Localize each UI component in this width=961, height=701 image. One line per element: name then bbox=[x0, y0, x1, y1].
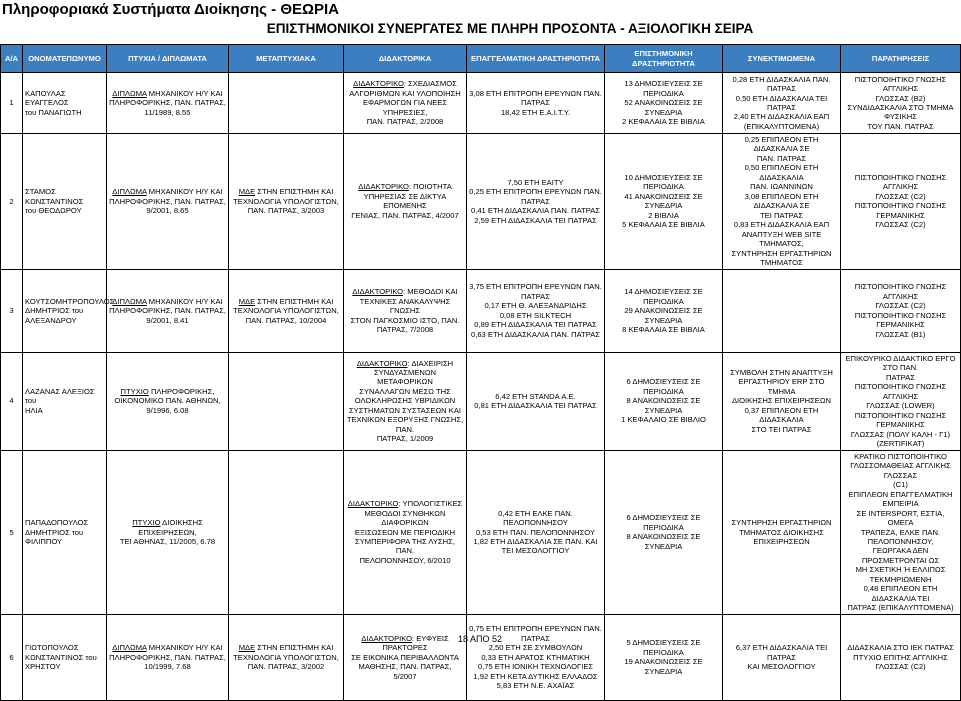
column-header-scientific: ΕΠΙΣΤΗΜΟΝΙΚΗ ΔΡΑΣΤΗΡΙΟΤΗΤΑ bbox=[605, 45, 723, 73]
row-number: 5 bbox=[1, 450, 23, 614]
considered-cell: ΣΥΜΒΟΛΗ ΣΤΗΝ ΑΝΑΠΤΥΞΗ ΕΡΓΑΣΤΗΡΙΟΥ ERP ΣΤΟ ΤΜΗΜΑ ΔΙΟΙΚΗΣΗΣ ΕΠΙΧΕΙΡΗΣΕΩΝ 0,37 ΕΠΙΠΛΕΟΝ ΕΤΗ ΔΙΔΑΣΚΑΛΙΑ ΣΤΟ ΤΕΙ ΠΑΤΡΑΣ bbox=[723, 352, 841, 450]
phd-type: ΔΙΔΑΚΤΟΡΙΚΟ bbox=[358, 182, 409, 192]
master-cell bbox=[229, 614, 344, 700]
phd-cell bbox=[344, 352, 467, 450]
row-number: 1 bbox=[1, 73, 23, 134]
column-header-phd: ΔΙΔΑΚΤΟΡΙΚΑ bbox=[344, 45, 467, 73]
candidate-name: ΚΑΠΟΥΛΑΣ ΕΥΑΓΓΕΛΟΣ του ΠΑΝΑΓΙΩΤΗ bbox=[23, 73, 107, 134]
scientific-cell: 6 ΔΗΜΟΣΙΕΥΣΕΙΣ ΣΕ ΠΕΡΙΟΔΙΚΑ 8 ΑΝΑΚΟΙΝΩΣΕΙΣ ΣΕ ΣΥΝΕΔΡΙΑ 1 ΚΕΦΑΛΑΙΟ ΣΕ ΒΙΒΛΙΟ bbox=[605, 352, 723, 450]
degree-type: ΔΙΠΛΩΜΑ bbox=[112, 88, 147, 98]
column-header-professional: ΕΠΑΓΓΕΛΜΑΤΙΚΗ ΔΡΑΣΤΗΡΙΟΤΗΤΑ bbox=[467, 45, 605, 73]
master-cell bbox=[229, 73, 344, 134]
degree-type: ΔΙΠΛΩΜΑ bbox=[112, 643, 147, 653]
candidate-name: ΣΤΑΜΟΣ ΚΩΝΣΤΑΝΤΙΝΟΣ του ΘΕΟΔΩΡΟΥ bbox=[23, 134, 107, 270]
degree-text: ΜΗΧΑΝΙΚΟΥ Η/Υ ΚΑΙ ΠΛΗΡΟΦΟΡΙΚΗΣ, ΠΑΝ. ΠΑΤΡΑΣ, 9/2001, 8.65 bbox=[109, 187, 226, 216]
master-cell bbox=[229, 450, 344, 614]
phd-type: ΔΙΔΑΚΤΟΡΙΚΟ bbox=[361, 633, 413, 643]
candidates-table bbox=[0, 44, 961, 701]
scientific-cell: 14 ΔΗΜΟΣΙΕΥΣΕΙΣ ΣΕ ΠΕΡΙΟΔΙΚΑ 29 ΑΝΑΚΟΙΝΩΣΕΙΣ ΣΕ ΣΥΝΕΔΡΙΑ 8 ΚΕΦΑΛΑΙΑ ΣΕ ΒΙΒΛΙΑ bbox=[605, 269, 723, 352]
considered-cell: 0,25 ΕΠΙΠΛΕΟΝ ΕΤΗ ΔΙΔΑΣΚΑΛΙΑ ΣΕ ΠΑΝ. ΠΑΤΡΑΣ 0,50 ΕΠΙΠΛΕΟΝ ΕΤΗ ΔΙΔΑΣΚΑΛΙΑ ΠΑΝ. ΙΩΑΝΝΙΝΩΝ 3,08 ΕΠΙΠΛΕΟΝ ΕΤΗ ΔΙΔΑΣΚΑΛΙΑ ΣΕ ΤΕΙ ΠΑΤΡΑΣ 0,83 ΕΤΗ ΔΙΔΑΣΚΑΛΙΑ ΕΑΠ ΑΝΑΠΤΥΞΗ WEB SITE ΤΜΗΜΑΤΟΣ, ΣΥΝΤΗΡΗΣΗ ΕΡΓΑΣΤΗΡΙΩΝ ΤΜΗΜΑΤΟΣ bbox=[723, 134, 841, 270]
column-header-aa: Α/Α bbox=[1, 45, 23, 73]
degree-cell bbox=[107, 614, 229, 700]
phd-text: : ΔΙΑΧΕΙΡΙΣΗ ΣΥΝΔΥΑΣΜΕΝΩΝ ΜΕΤΑΦΟΡΙΚΩΝ ΣΥΝΑΛΛΑΓΩΝ ΜΕΣΩ ΤΗΣ ΟΛΟΚΛΗΡΩΣΗΣ ΥΒΡΙΔΙΚΩΝ ΣΥΣΤΗΜΑΤΩΝ ΣΥΣΤΑΣΕΩΝ ΚΑΙ ΤΕΧΝΙΚΩΝ ΕΞΟΡΥΞΗΣ ΓΝΩΣΗΣ, ΠΑΝ. ΠΑΤΡΑΣ, 1/2009 bbox=[346, 358, 464, 444]
phd-text: : ΠΟΙΟΤΗΤΑ ΥΠΗΡΕΣΙΑΣ ΣΕ ΔΙΚΤΥΑ ΕΠΟΜΕΝΗΣ ΓΕΝΙΑΣ, ΠΑΝ. ΠΑΤΡΑΣ, 4/2007 bbox=[351, 182, 459, 220]
degree-text: ΜΗΧΑΝΙΚΟΥ Η/Υ ΚΑΙ ΠΛΗΡΟΦΟΡΙΚΗΣ, ΠΑΝ. ΠΑΤΡΑΣ, 11/1989, 8.55 bbox=[109, 88, 226, 117]
phd-type: ΔΙΔΑΚΤΟΡΙΚΟ bbox=[356, 358, 408, 368]
notes-cell: ΕΠΙΚΟΥΡΙΚΟ ΔΙΔΑΚΤΙΚΟ ΕΡΓΟ ΣΤΟ ΠΑΝ. ΠΑΤΡΑΣ ΠΙΣΤΟΠΟΙΗΤΙΚΟ ΓΝΩΣΗΣ ΑΓΓΛΙΚΗΣ ΓΛΩΣΣΑΣ (LOWER) ΠΙΣΤΟΠΟΙΗΤΙΚΟ ΓΝΩΣΗΣ ΓΕΡΜΑΝΙΚΗΣ ΓΛΩΣΣΑΣ (ΠΟΛΥ ΚΑΛΗ - Γ1) (ZERTIFIKAT) bbox=[841, 352, 961, 450]
degree-type: ΔΙΠΛΩΜΑ bbox=[112, 296, 147, 306]
phd-cell bbox=[344, 73, 467, 134]
phd-cell bbox=[344, 269, 467, 352]
table-row bbox=[1, 450, 961, 614]
scientific-cell: 10 ΔΗΜΟΣΙΕΥΣΕΙΣ ΣΕ ΠΕΡΙΟΔΙΚΑ 41 ΑΝΑΚΟΙΝΩΣΕΙΣ ΣΕ ΣΥΝΕΔΡΙΑ 2 ΒΙΒΛΙΑ 5 ΚΕΦΑΛΑΙΑ ΣΕ ΒΙΒΛΙΑ bbox=[605, 134, 723, 270]
phd-cell bbox=[344, 614, 467, 700]
column-header-considered: ΣΥΝΕΚΤΙΜΩΜΕΝΑ bbox=[723, 45, 841, 73]
degree-cell bbox=[107, 269, 229, 352]
notes-cell: ΠΙΣΤΟΠΟΙΗΤΙΚΟ ΓΝΩΣΗΣ ΑΓΓΛΙΚΗΣ ΓΛΩΣΣΑΣ (C2) ΠΙΣΤΟΠΟΙΗΤΙΚΟ ΓΝΩΣΗΣ ΓΕΡΜΑΝΙΚΗΣ ΓΛΩΣΣΑΣ (C2) bbox=[841, 134, 961, 270]
candidate-name: ΚΟΥΤΣΟΜΗΤΡΟΠΟΥΛΟΣ ΔΗΜΗΤΡΙΟΣ του ΑΛΕΞΑΝΔΡΟΥ bbox=[23, 269, 107, 352]
degree-text: ΜΗΧΑΝΙΚΟΥ Η/Υ ΚΑΙ ΠΛΗΡΟΦΟΡΙΚΗΣ, ΠΑΝ. ΠΑΤΡΑΣ, 10/1999, 7.68 bbox=[109, 643, 226, 672]
column-header-masters: ΜΕΤΑΠΤΥΧΙΑΚΑ bbox=[229, 45, 344, 73]
considered-cell bbox=[723, 269, 841, 352]
master-type: ΜΔΕ bbox=[238, 296, 256, 306]
degree-cell bbox=[107, 134, 229, 270]
master-text: ΣΤΗΝ ΕΠΙΣΤΗΜΗ ΚΑΙ ΤΕΧΝΟΛΟΓΙΑ ΥΠΟΛΟΓΙΣΤΩΝ, ΠΑΝ. ΠΑΤΡΑΣ, 3/2003 bbox=[233, 187, 339, 216]
candidate-name: ΛΑΖΑΝΑΣ ΑΛΕΞΙΟΣ του ΗΛΙΑ bbox=[23, 352, 107, 450]
phd-type: ΔΙΔΑΚΤΟΡΙΚΟ bbox=[352, 287, 404, 297]
phd-text: : ΥΠΟΛΟΓΙΣΤΙΚΕΣ ΜΕΘΟΔΟΙ ΣΥΝΘΗΚΩΝ ΔΙΑΦΟΡΙΚΩΝ ΕΞΙΣΩΣΕΩΝ ΜΕ ΠΕΡΙΟΔΙΚΗ ΣΥΜΠΕΡΙΦΟΡΑ ΤΗΣ ΛΥΣΗΣ, ΠΑΝ. ΠΕΛΟΠΟΝΝΗΣΟΥ, 6/2010 bbox=[354, 499, 463, 565]
column-header-degrees: ΠΤΥΧΙΑ / ΔΙΠΛΩΜΑΤΑ bbox=[107, 45, 229, 73]
professional-cell: 6,42 ΕΤΗ STANDA Α.Ε. 0,81 ΕΤΗ ΔΙΔΑΣΚΑΛΙΑ ΤΕΙ ΠΑΤΡΑΣ bbox=[467, 352, 605, 450]
degree-cell bbox=[107, 450, 229, 614]
degree-text: ΜΗΧΑΝΙΚΟΥ Η/Υ ΚΑΙ ΠΛΗΡΟΦΟΡΙΚΗΣ, ΠΑΝ. ΠΑΤΡΑΣ, 9/2001, 8.41 bbox=[109, 296, 226, 325]
row-number: 4 bbox=[1, 352, 23, 450]
phd-cell bbox=[344, 450, 467, 614]
considered-cell: 6,37 ΕΤΗ ΔΙΔΑΣΚΑΛΙΑ ΤΕΙ ΠΑΤΡΑΣ ΚΑΙ ΜΕΣΟΛΟΓΓΙΟΥ bbox=[723, 614, 841, 700]
notes-cell: ΠΙΣΤΟΠΟΙΗΤΙΚΟ ΓΝΩΣΗΣ ΑΓΓΛΙΚΗΣ ΓΛΩΣΣΑΣ (Β2) ΣΥΝΔΙΔΑΣΚΑΛΙΑ ΣΤΟ ΤΜΗΜΑ ΦΥΣΙΚΗΣ ΤΟΥ ΠΑΝ. ΠΑΤΡΑΣ bbox=[841, 73, 961, 134]
professional-cell: 3,08 ΕΤΗ ΕΠΙΤΡΟΠΗ ΕΡΕΥΝΩΝ ΠΑΝ. ΠΑΤΡΑΣ 18,42 ΕΤΗ Ε.Α.Ι.Τ.Υ. bbox=[467, 73, 605, 134]
page-number: 18 ΑΠΟ 52 bbox=[457, 634, 503, 644]
master-type: ΜΔΕ bbox=[238, 187, 256, 197]
professional-cell: 0,42 ΕΤΗ ΕΛΚΕ ΠΑΝ. ΠΕΛΟΠΟΝΝΗΣΟΥ 0,53 ΕΤΗ ΠΑΝ. ΠΕΛΟΠΟΝΝΗΣΟΥ 1,82 ΕΤΗ ΔΙΔΑΣΚΑΛΙΑ ΣΕ ΠΑΝ. ΚΑΙ ΤΕΙ ΜΕΣΟΛΟΓΓΙΟΥ bbox=[467, 450, 605, 614]
candidate-name: ΓΙΩΤΟΠΟΥΛΟΣ ΚΩΝΣΤΑΝΤΙΝΟΣ του ΧΡΗΣΤΟΥ bbox=[23, 614, 107, 700]
column-header-name: ΟΝΟΜΑΤΕΠΩΝΥΜΟ bbox=[23, 45, 107, 73]
master-type: ΜΔΕ bbox=[238, 643, 256, 653]
considered-cell: 0,28 ΕΤΗ ΔΙΔΑΣΚΑΛΙΑ ΠΑΝ. ΠΑΤΡΑΣ 0,50 ΕΤΗ ΔΙΔΑΣΚΑΛΙΑ ΤΕΙ ΠΑΤΡΑΣ 2,40 ΕΤΗ ΔΙΔΑΣΚΑΛΙΑ ΕΑΠ (ΕΠΙΚΑΛΥΠΤΟΜΕΝΑ) bbox=[723, 73, 841, 134]
scientific-cell: 6 ΔΗΜΟΣΙΕΥΣΕΙΣ ΣΕ ΠΕΡΙΟΔΙΚΑ 8 ΑΝΑΚΟΙΝΩΣΕΙΣ ΣΕ ΣΥΝΕΔΡΙΑ bbox=[605, 450, 723, 614]
degree-type: ΠΤΥΧΙΟ bbox=[120, 386, 149, 396]
phd-text: : ΣΧΕΔΙΑΣΜΟΣ ΑΛΓΟΡΙΘΜΩΝ ΚΑΙ ΥΛΟΠΟΙΗΣΗ ΕΦΑΡΜΟΓΩΝ ΓΙΑ ΝΕΕΣ ΥΠΗΡΕΣΙΕΣ, ΠΑΝ. ΠΑΤΡΑΣ, 2/2008 bbox=[349, 79, 461, 127]
table-row bbox=[1, 352, 961, 450]
degree-cell bbox=[107, 73, 229, 134]
degree-cell bbox=[107, 352, 229, 450]
scientific-cell: 5 ΔΗΜΟΣΙΕΥΣΕΙΣ ΣΕ ΠΕΡΙΟΔΙΚΑ 19 ΑΝΑΚΟΙΝΩΣΕΙΣ ΣΕ ΣΥΝΕΔΡΙΑ bbox=[605, 614, 723, 700]
phd-type: ΔΙΔΑΚΤΟΡΙΚΟ bbox=[347, 499, 399, 509]
candidate-name: ΠΑΠΑΔΟΠΟΥΛΟΣ ΔΗΜΗΤΡΙΟΣ του ΦΙΛΙΠΠΟΥ bbox=[23, 450, 107, 614]
degree-type: ΠΤΥΧΙΟ bbox=[132, 518, 161, 528]
app-title: Πληροφοριακά Συστήματα Διοίκησης - ΘΕΩΡΙΑ bbox=[2, 1, 340, 18]
candidates-table-wrapper bbox=[0, 44, 960, 701]
professional-cell: 0,75 ΕΤΗ ΕΠΙΤΡΟΠΗ ΕΡΕΥΝΩΝ ΠΑΝ. ΠΑΤΡΑΣ 2,50 ΕΤΗ ΣΕ ΣΥΜΒΟΥΛΩΝ 0,33 ΕΤΗ ΑΡΑΤΟΣ ΚΤΗΜΑΤΙΚΗ 0,75 ΕΤΗ ΙΟΝΙΚΗ ΤΕΧΝΟΛΟΓΙΕΣ 1,92 ΕΤΗ ΚΕΤΑ ΔΥΤΙΚΗΣ ΕΛΛΑΔΟΣ 5,83 ΕΤΗ Ν.Ε. ΑΧΑΪΑΣ bbox=[467, 614, 605, 700]
notes-cell: ΚΡΑΤΙΚΟ ΠΙΣΤΟΠΟΙΗΤΙΚΟ ΓΛΩΣΣΟΜΑΘΕΙΑΣ ΑΓΓΛΙΚΗΣ ΓΛΩΣΣΑΣ (C1) ΕΠΙΠΛΕΟΝ ΕΠΑΓΓΕΛΜΑΤΙΚΗ ΕΜΠΕΙΡΙΑ ΣΕ INTERSPORT, ΕΣΤΙΑ, ΟΜΕΓΑ ΤΡΑΠΕΖΑ, ΕΛΚΕ ΠΑΝ. ΠΕΛΟΠΟΝΝΗΣΟΥ, ΓΕΩΡΓΑΚΑ ΔΕΝ ΠΡΟΣΜΕΤΡΟΝΤΑΙ ΩΣ ΜΗ ΣΧΕΤΙΚΗ Ή ΕΛΛΙΠΩΣ ΤΕΚΜΗΡΙΩΜΕΝΗ 0,48 ΕΠΙΠΛΕΟΝ ΕΤΗ ΔΙΔΑΣΚΑΛΙΑ ΤΕΙ ΠΑΤΡΑΣ (ΕΠΙΚΑΛΥΠΤΟΜΕΝΑ) bbox=[841, 450, 961, 614]
title-bar bbox=[0, 0, 960, 20]
professional-cell: 7,50 ΕΤΗ ΕΑΙΤΥ 0,25 ΕΤΗ ΕΠΙΤΡΟΠΗ ΕΡΕΥΝΩΝ ΠΑΝ. ΠΑΤΡΑΣ 0,41 ΕΤΗ ΔΙΔΑΣΚΑΛΙΑ ΠΑΝ. ΠΑΤΡΑΣ 2,59 ΕΤΗ ΔΙΔΑΣΚΑΛΙΑ ΤΕΙ ΠΑΤΡΑΣ bbox=[467, 134, 605, 270]
master-cell bbox=[229, 134, 344, 270]
degree-text: ΠΛΗΡΟΦΟΡΙΚΗΣ, ΟΙΚΟΝΟΜΙΚΟ ΠΑΝ. ΑΘΗΝΩΝ, 9/1996, 6.08 bbox=[114, 386, 221, 415]
phd-text: : ΜΕΘΟΔΟΙ ΚΑΙ ΤΕΧΝΙΚΕΣ ΑΝΑΚΑΛΥΨΗΣ ΓΝΩΣΗΣ ΣΤΟΝ ΠΑΓΚΟΣΜΙΟ ΙΣΤΟ, ΠΑΝ. ΠΑΤΡΑΣ, 7/2008 bbox=[350, 287, 460, 334]
table-row bbox=[1, 73, 961, 134]
document-title: ΕΠΙΣΤΗΜΟΝΙΚΟΙ ΣΥΝΕΡΓΑΤΕΣ ΜΕ ΠΛΗΡΗ ΠΡΟΣΟΝΤΑ - ΑΞΙΟΛΟΓΙΚΗ ΣΕΙΡΑ bbox=[266, 21, 754, 36]
row-number: 3 bbox=[1, 269, 23, 352]
column-header-notes: ΠΑΡΑΤΗΡΗΣΕΙΣ bbox=[841, 45, 961, 73]
scientific-cell: 13 ΔΗΜΟΣΙΕΥΣΕΙΣ ΣΕ ΠΕΡΙΟΔΙΚΑ 52 ΑΝΑΚΟΙΝΩΣΕΙΣ ΣΕ ΣΥΝΕΔΡΙΑ 2 ΚΕΦΑΛΑΙΑ ΣΕ ΒΙΒΛΙΑ bbox=[605, 73, 723, 134]
degree-type: ΔΙΠΛΩΜΑ bbox=[112, 187, 147, 197]
phd-type: ΔΙΔΑΚΤΟΡΙΚΟ bbox=[353, 79, 404, 89]
professional-cell: 3,75 ΕΤΗ ΕΠΙΤΡΟΠΗ ΕΡΕΥΝΩΝ ΠΑΝ. ΠΑΤΡΑΣ 0,17 ΕΤΗ Θ. ΑΛΕΞΑΝΔΡΙΔΗΣ 0,08 ΕΤΗ SILKTECH 0,89 ΕΤΗ ΔΙΔΑΣΚΑΛΙΑ ΤΕΙ ΠΑΤΡΑΣ 0,63 ΕΤΗ ΔΙΔΑΣΚΑΛΙΑ ΠΑΝ. ΠΑΤΡΑΣ bbox=[467, 269, 605, 352]
master-text: ΣΤΗΝ ΕΠΙΣΤΗΜΗ ΚΑΙ ΤΕΧΝΟΛΟΓΙΑ ΥΠΟΛΟΓΙΣΤΩΝ, ΠΑΝ. ΠΑΤΡΑΣ, 10/2004 bbox=[233, 296, 339, 325]
phd-cell bbox=[344, 134, 467, 270]
master-text: ΣΤΗΝ ΕΠΙΣΤΗΜΗ ΚΑΙ ΤΕΧΝΟΛΟΓΙΑ ΥΠΟΛΟΓΙΣΤΩΝ, ΠΑΝ. ΠΑΤΡΑΣ, 3/2002 bbox=[233, 643, 339, 672]
table-row bbox=[1, 614, 961, 700]
master-cell bbox=[229, 269, 344, 352]
row-number: 2 bbox=[1, 134, 23, 270]
master-cell bbox=[229, 352, 344, 450]
table-header-row bbox=[1, 45, 961, 73]
row-number: 6 bbox=[1, 614, 23, 700]
notes-cell: ΠΙΣΤΟΠΟΙΗΤΙΚΟ ΓΝΩΣΗΣ ΑΓΓΛΙΚΗΣ ΓΛΩΣΣΑΣ (C2) ΠΙΣΤΟΠΟΙΗΤΙΚΟ ΓΝΩΣΗΣ ΓΕΡΜΑΝΙΚΗΣ ΓΛΩΣΣΑΣ (Β1) bbox=[841, 269, 961, 352]
degree-text: ΔΙΟΙΚΗΣΗΣ ΕΠΙΧΕΙΡΗΣΕΩΝ, ΤΕΙ ΑΘΗΝΑΣ, 11/2005, 6.78 bbox=[119, 518, 216, 546]
table-row bbox=[1, 269, 961, 352]
phd-text: : ΕΥΦΥΕΙΣ ΠΡΑΚΤΟΡΕΣ ΣΕ ΕΙΚΟΝΙΚΑ ΠΕΡΙΒΑΛΛΟΝΤΑ ΜΑΘΗΣΗΣ, ΠΑΝ. ΠΑΤΡΑΣ, 5/2007 bbox=[351, 633, 459, 681]
considered-cell: ΣΥΝΤΗΡΗΣΗ ΕΡΓΑΣΤΗΡΙΩΝ ΤΜΗΜΑΤΟΣ ΔΙΟΙΚΗΣΗΣ ΕΠΙΧΕΙΡΗΣΕΩΝ bbox=[723, 450, 841, 614]
table-row bbox=[1, 134, 961, 270]
notes-cell: ΔΙΔΑΣΚΑΛΙΑ ΣΤΟ ΙΕΚ ΠΑΤΡΑΣ ΠΤΥΧΙΟ ΕΠΙΤΗΣ ΑΓΓΛΙΚΗΣ ΓΛΩΣΣΑΣ (C2) bbox=[841, 614, 961, 700]
